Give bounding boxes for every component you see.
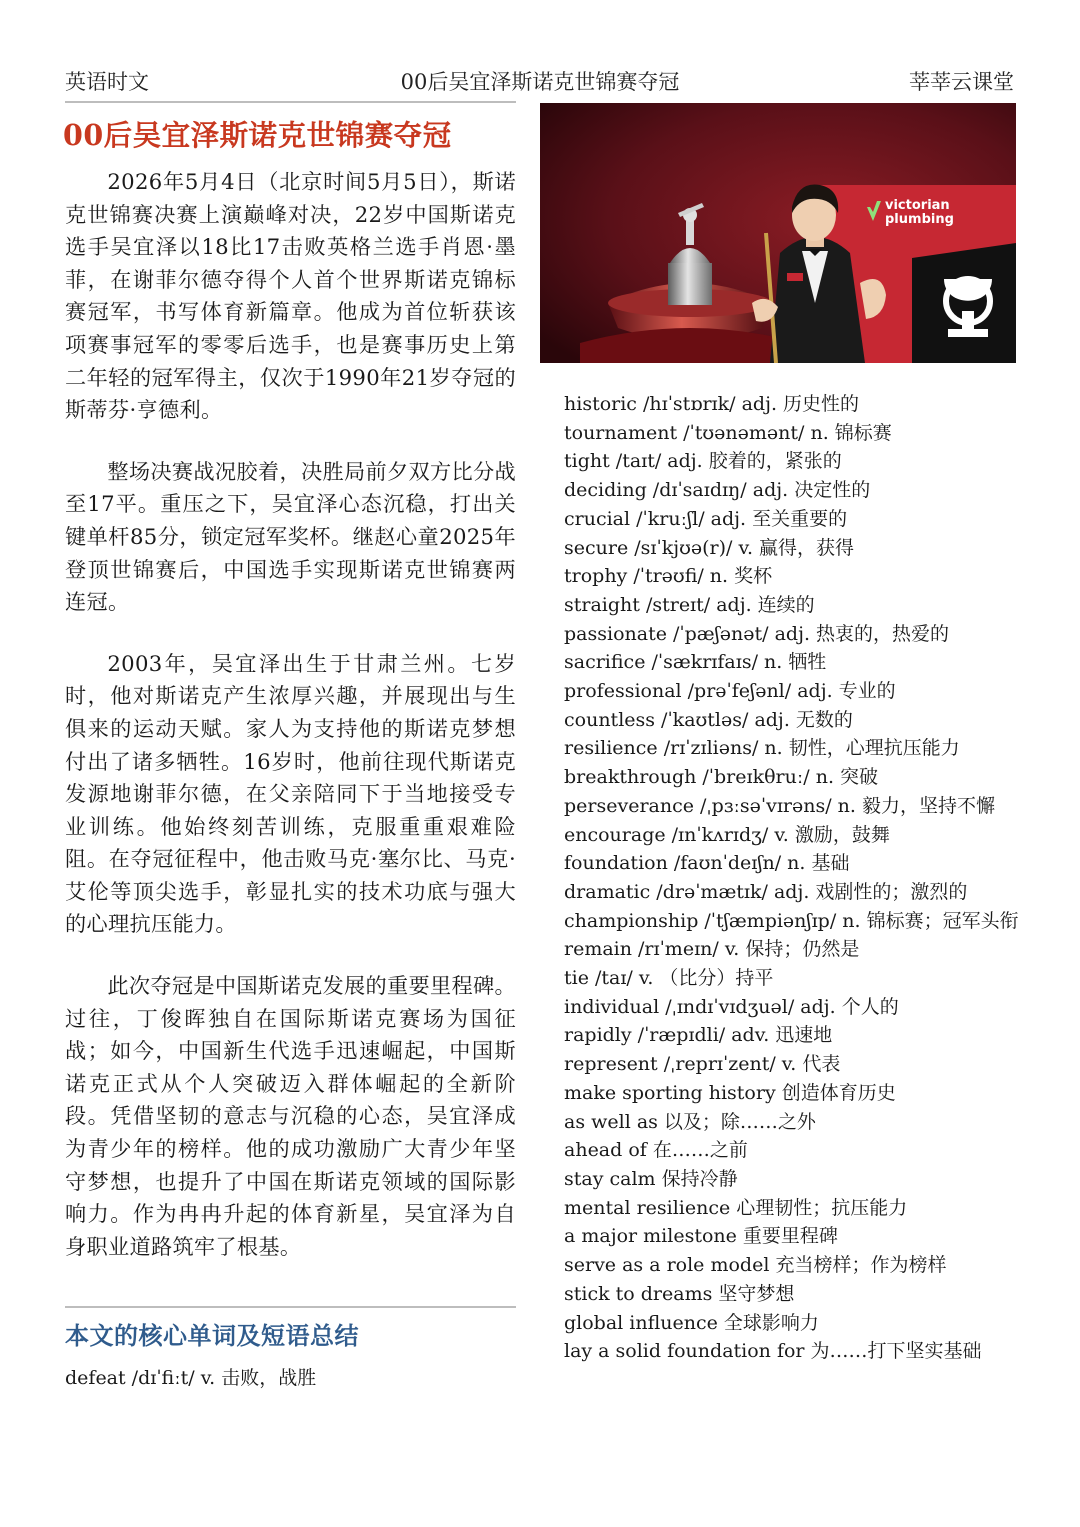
- vocab-item: as well as 以及；除……之外: [564, 1110, 816, 1133]
- vocab-item: defeat /dɪˈfiːt/ v. 击败，战胜: [65, 1367, 317, 1389]
- vocab-item: mental resilience 心理韧性；抗压能力: [564, 1196, 908, 1219]
- vocab-item: perseverance /ˌpɜːsəˈvɪrəns/ n. 毅力，坚持不懈: [564, 794, 995, 817]
- article-title: 00后吴宜泽斯诺克世锦赛夺冠: [63, 118, 452, 152]
- champion-photo: [540, 103, 1016, 363]
- vocab-item: tournament /ˈtʊənəmənt/ n. 锦标赛: [564, 421, 892, 444]
- sponsor-text-1: victorian: [885, 198, 950, 213]
- vocab-item: serve as a role model 充当榜样；作为榜样: [564, 1254, 947, 1277]
- vocab-item: rapidly /ˈræpɪdli/ adv. 迅速地: [564, 1024, 833, 1047]
- summary-title: 本文的核心单词及短语总结: [65, 1321, 359, 1350]
- article-paragraph: 此次夺冠是中国斯诺克发展的重要里程碑。过往，丁俊晖独自在国际斯诺克赛场为国征战；如今，中国新生代选手迅速崛起，中国斯诺克正式从个人突破迈入群体崛起的全新阶段。凭借坚韧的意志与沉稳的心态，吴宜泽成为青少年的榜样。他的成功激励广大青少年坚守梦想，也提升了中国在斯诺克领域的国际影响力。作为冉冉升起的体育新星，吴宜泽为自身职业道路筑牢了根基。: [65, 973, 516, 1259]
- vocab-item: passionate /ˈpæʃənət/ adj. 热衷的，热爱的: [564, 622, 950, 645]
- vocab-item: championship /ˈtʃæmpiənʃɪp/ n. 锦标赛；冠军头衔: [564, 909, 1019, 932]
- section-divider: [65, 1306, 516, 1308]
- vocab-item: sacrifice /ˈsækrɪfaɪs/ n. 牺牲: [564, 651, 827, 674]
- article-paragraph: 2003年，吴宜泽出生于甘肃兰州。七岁时，他对斯诺克产生浓厚兴趣，并展现出与生俱来的运动天赋。家人为支持他的斯诺克梦想付出了诸多牺牲。16岁时，他前往现代斯诺克发源地谢菲尔德，在父亲陪同下于当地接受专业训练。他始终刻苦训练，克服重重艰难险阻。在夺冠征程中，他击败马克·塞尔比、马克·艾伦等顶尖选手，彰显扎实的技术功底与强大的心理抗压能力。: [65, 650, 516, 937]
- vocab-item: deciding /dɪˈsaɪdɪŋ/ adj. 决定性的: [564, 479, 871, 502]
- sponsor-text-2: plumbing: [885, 212, 954, 227]
- vocab-item: resilience /rɪˈzɪliəns/ n. 韧性，心理抗压能力: [564, 737, 960, 760]
- article-paragraph: 整场决赛战况胶着，决胜局前夕双方比分战至17平。重压之下，吴宜泽心态沉稳，打出关键单杆85分，锁定冠军奖杯。继赵心童2025年登顶世锦赛后，中国选手实现斯诺克世锦赛两连冠。: [65, 458, 516, 615]
- trophy-logo-icon: [912, 243, 1016, 363]
- vocab-item: encourage /ɪnˈkʌrɪdʒ/ v. 激励，鼓舞: [564, 823, 890, 846]
- vocab-item: a major milestone 重要里程碑: [564, 1225, 838, 1248]
- vocab-item: breakthrough /ˈbreɪkθruː/ n. 突破: [564, 766, 879, 789]
- vocab-item: historic /hɪˈstɒrɪk/ adj. 历史性的: [564, 393, 860, 415]
- vocab-item: lay a solid foundation for 为……打下坚实基础: [564, 1340, 982, 1363]
- vocab-item: make sporting history 创造体育历史: [564, 1081, 896, 1104]
- vocab-item: tight /taɪt/ adj. 胶着的，紧张的: [564, 450, 842, 473]
- article-body: [65, 166, 516, 1292]
- vocab-item: secure /sɪˈkjʊə(r)/ v. 赢得，获得: [564, 536, 855, 559]
- vocab-item: represent /ˌreprɪˈzent/ v. 代表: [564, 1053, 841, 1076]
- vocab-item: ahead of 在……之前: [564, 1139, 748, 1162]
- header-category: 英语时文: [65, 70, 149, 94]
- header-title: 00后吴宜泽斯诺克世锦赛夺冠: [400, 70, 680, 94]
- vocab-item: countless /ˈkaʊtləs/ adj. 无数的: [564, 708, 853, 731]
- top-divider: [65, 101, 516, 103]
- vocab-item: straight /streɪt/ adj. 连续的: [564, 593, 815, 616]
- vocab-item: trophy /ˈtrəʊfi/ n. 奖杯: [564, 565, 773, 588]
- vocab-item: remain /rɪˈmeɪn/ v. 保持；仍然是: [564, 938, 860, 961]
- vocab-item: stick to dreams 坚守梦想: [564, 1282, 795, 1305]
- vocab-item: individual /ˌɪndɪˈvɪdʒuəl/ adj. 个人的: [564, 995, 899, 1018]
- vocab-list: [564, 390, 1019, 1366]
- vocab-item: professional /prəˈfeʃənl/ adj. 专业的: [564, 680, 896, 703]
- vocab-item: global influence 全球影响力: [564, 1311, 819, 1334]
- vocab-item: stay calm 保持冷静: [564, 1167, 738, 1190]
- vocab-item: dramatic /drəˈmætɪk/ adj. 戏剧性的；激烈的: [564, 880, 968, 903]
- vocab-item: foundation /faʊnˈdeɪʃn/ n. 基础: [564, 852, 850, 875]
- article-paragraph: 2026年5月4日（北京时间5月5日），斯诺克世锦赛决赛上演巅峰对决，22岁中国斯诺克选手吴宜泽以18比17击败英格兰选手肖恩·墨菲，在谢菲尔德夺得个人首个世界斯诺克锦标赛冠军，书写体育新篇章。他成为首位斩获该项赛事冠军的零零后选手，也是赛事历史上第二年轻的冠军得主，仅次于1990年21岁夺冠的斯蒂芬·亨德利。: [65, 169, 516, 423]
- header-brand: 莘莘云课堂: [909, 70, 1014, 94]
- vocab-item: tie /taɪ/ v. （比分）持平: [564, 967, 774, 990]
- vocab-item: crucial /ˈkruːʃl/ adj. 至关重要的: [564, 507, 848, 530]
